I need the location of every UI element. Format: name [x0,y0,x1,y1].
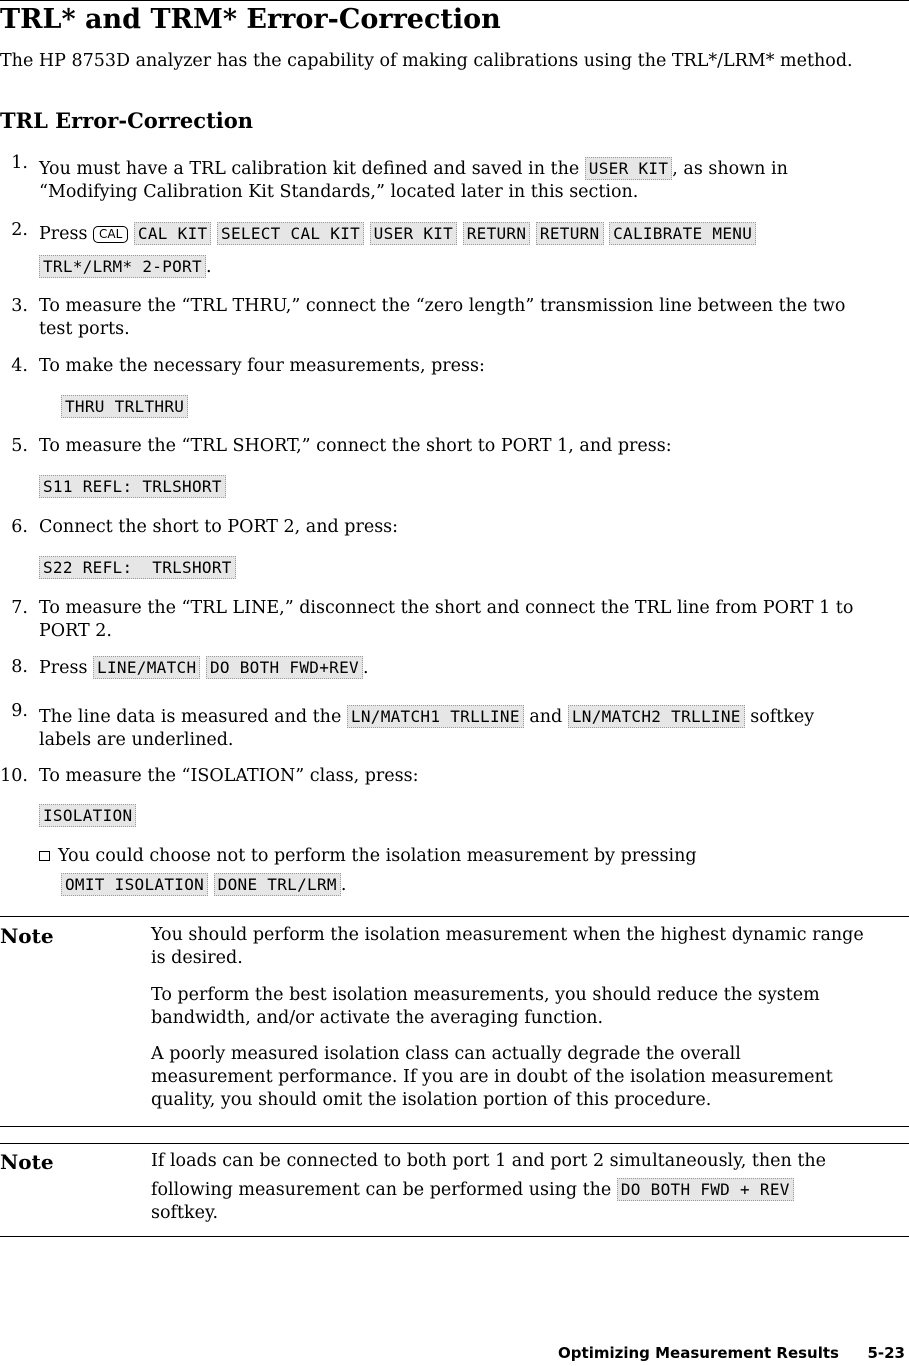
do-both-fwd-rev-softkey[interactable]: DO BOTH FWD + REV [617,1178,794,1201]
step-5-keys [39,475,226,499]
note-divider [0,1143,909,1144]
select-cal-kit-softkey[interactable]: SELECT CAL KIT [217,222,364,245]
step-number: 5. [11,436,28,456]
line-match-softkey[interactable]: LINE/MATCH [93,656,200,679]
done-trl-lrm-softkey[interactable]: DONE TRL/LRM [214,873,341,896]
step-9: The line data is measured and the LN/MATCH1 TRLLINE and LN/MATCH2 TRLLINE softkey [39,707,815,727]
note-paragraph: If loads can be connected to both port 1 and port 2 simultaneously, then the following measurement can be performed using the DO BOTH FWD + REV softkey. [151,1151,826,1223]
step-1-line2: “Modifying Calibration Kit Standards,” located later in this section. [39,182,639,202]
step-9-line2: labels are underlined. [39,730,234,750]
note-divider [0,916,909,917]
return-softkey[interactable]: RETURN [463,222,531,245]
note-label: Note [0,924,54,948]
step-3-line2: test ports. [39,319,130,339]
isolation-softkey[interactable]: ISOLATION [39,804,136,827]
omit-isolation-softkey[interactable]: OMIT ISOLATION [61,873,208,896]
step-number: 3. [11,296,28,316]
calibrate-menu-softkey[interactable]: CALIBRATE MENU [609,222,756,245]
step-4-keys [61,395,188,419]
ln-match2-trlline-softkey[interactable]: LN/MATCH2 TRLLINE [568,705,745,728]
step-number: 6. [11,517,28,537]
s22-refl-trlshort-softkey[interactable]: S22 REFL: TRLSHORT [39,556,236,579]
step-4: To make the necessary four measurements, press: [39,356,485,376]
step-10: To measure the “ISOLATION” class, press: [39,766,419,786]
step-number: 4. [11,356,28,376]
step-7-line2: PORT 2. [39,621,112,641]
note-paragraph: To perform the best isolation measurements, you should reduce the system bandwidth, and/or activate the averaging function. [151,985,820,1028]
note-paragraph: A poorly measured isolation class can actually degrade the overall measurement performance. If you are in doubt of the isolation measurement quality, you should omit the isolation portion of this procedure. [151,1044,833,1110]
page-number: 5-23 [867,1344,905,1362]
step-10-option: You could choose not to perform the isolation measurement by pressing [39,845,697,868]
return-softkey[interactable]: RETURN [536,222,604,245]
checkbox-bullet-icon [39,851,50,861]
user-kit-softkey[interactable]: USER KIT [370,222,457,245]
note-divider [0,1126,909,1127]
thru-trlthru-softkey[interactable]: THRU TRLTHRU [61,395,188,418]
step-number: 1. [11,153,28,173]
step-1: You must have a TRL calibration kit defined and saved in the USER KIT , as shown in [39,159,788,179]
note-label: Note [0,1150,54,1174]
section-heading: TRL Error-Correction [0,108,254,133]
s11-refl-trlshort-softkey[interactable]: S11 REFL: TRLSHORT [39,475,226,498]
ln-match1-trlline-softkey[interactable]: LN/MATCH1 TRLLINE [347,705,524,728]
trl-lrm-2-port-softkey[interactable]: TRL*/LRM* 2-PORT [39,255,206,278]
step-10-option-keys: OMIT ISOLATION DONE TRL/LRM . [61,873,346,897]
cal-hardkey[interactable]: CAL [93,226,128,243]
step-3: To measure the “TRL THRU,” connect the “zero length” transmission line between the two [39,296,846,316]
step-6: Connect the short to PORT 2, and press: [39,517,399,537]
page-title: TRL* and TRM* Error-Correction [0,4,501,35]
step-number: 10. [0,766,28,786]
note-paragraph: You should perform the isolation measurement when the highest dynamic range is desired. [151,925,864,968]
step-number: 7. [11,598,28,618]
step-number: 8. [11,657,28,677]
step-10-keys [39,804,136,828]
cal-kit-softkey[interactable]: CAL KIT [134,222,212,245]
page-footer [558,1344,905,1362]
step-number: 2. [11,220,28,240]
intro-paragraph: The HP 8753D analyzer has the capability of making calibrations using the TRL*/LRM* method. [0,51,853,71]
step-7: To measure the “TRL LINE,” disconnect the short and connect the TRL line from PORT 1 to [39,598,854,618]
step-5: To measure the “TRL SHORT,” connect the short to PORT 1, and press: [39,436,672,456]
step-2: Press CAL CAL KIT SELECT CAL KIT USER KIT RETURN RETURN CALIBRATE MENU [39,222,756,246]
top-rule [0,0,909,1]
step-number: 9. [11,701,28,721]
step-2-line2: TRL*/LRM* 2-PORT . [39,255,212,279]
note-divider [0,1236,909,1237]
do-both-fwd-rev-softkey[interactable]: DO BOTH FWD+REV [206,656,363,679]
footer-section-title: Optimizing Measurement Results [558,1344,839,1362]
step-6-keys [39,556,236,580]
user-kit-softkey[interactable]: USER KIT [585,157,672,180]
step-8: Press LINE/MATCH DO BOTH FWD+REV . [39,658,369,678]
